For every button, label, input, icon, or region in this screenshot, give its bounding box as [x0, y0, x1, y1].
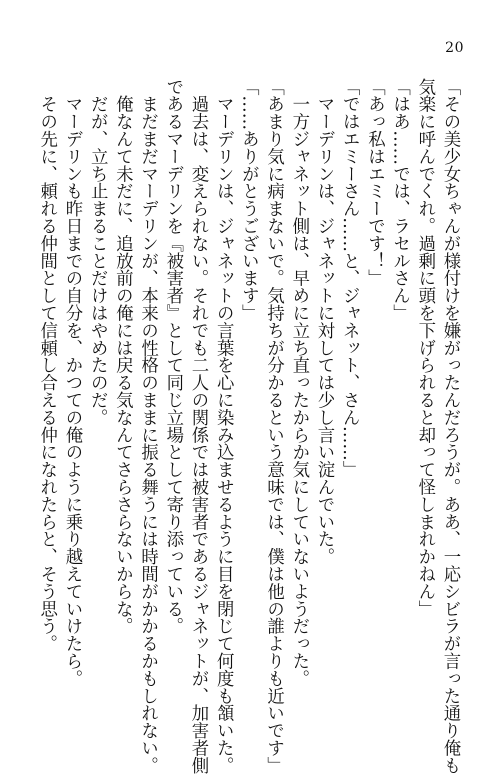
text-line: 気楽に呼んでくれ。過剰に頭を下げられると却って怪しまれかねん」: [414, 78, 435, 618]
text-line: だが、立ち止まることだけはやめたのだ。: [87, 78, 108, 426]
text-line: 過去は、変えられない。それでも二人の関係では被害者であるジャネットが、加害者側: [187, 78, 208, 774]
page-number: 20: [445, 40, 464, 56]
text-line: 「……ありがとうございます」: [238, 78, 259, 322]
text-line: 一方ジャネット側は、早めに立ち直ったからか気にしていないようだった。: [288, 78, 309, 687]
text-line: 俺なんて未だに、追放前の俺には戻る気なんてさらさらないからな。: [112, 78, 133, 635]
text-line: その先に、頼れる仲間として信頼し合える仲になれたらと、そう思う。: [36, 78, 57, 653]
text-line: まだまだマーデリンが、本来の性格のままに振る舞うには時間がかかるかもしれない。: [137, 78, 158, 774]
text-line: であるマーデリンを『被害者』として同じ立場として寄り添っている。: [162, 78, 183, 635]
text-line: 「はあ……では、ラセルさん」: [389, 78, 410, 322]
text-line: マーデリンは、ジャネットに対しては少し言い淀んでいた。: [313, 78, 334, 566]
text-line: マーデリンも昨日までの自分を、かつての俺のように乗り越えていけたら。: [61, 78, 82, 687]
text-line: 「あっ私はエミーです！」: [364, 78, 385, 287]
text-line: 「ではエミーさん……と、ジャネット、さん……」: [339, 78, 360, 479]
text-line: マーデリンは、ジャネットの言葉を心に染み込ませるように目を閉じて何度も頷いた。: [213, 78, 234, 774]
text-line: 「その美少女ちゃんが様付けを嫌がったんだろうが。ああ、一応シビラが言った通り俺も: [440, 78, 460, 774]
text-line: 「あまり気に病まないで。気持ちが分かるという意味では、僕は他の誰よりも近いです」: [263, 78, 284, 774]
vertical-body-text: [34, 78, 462, 774]
